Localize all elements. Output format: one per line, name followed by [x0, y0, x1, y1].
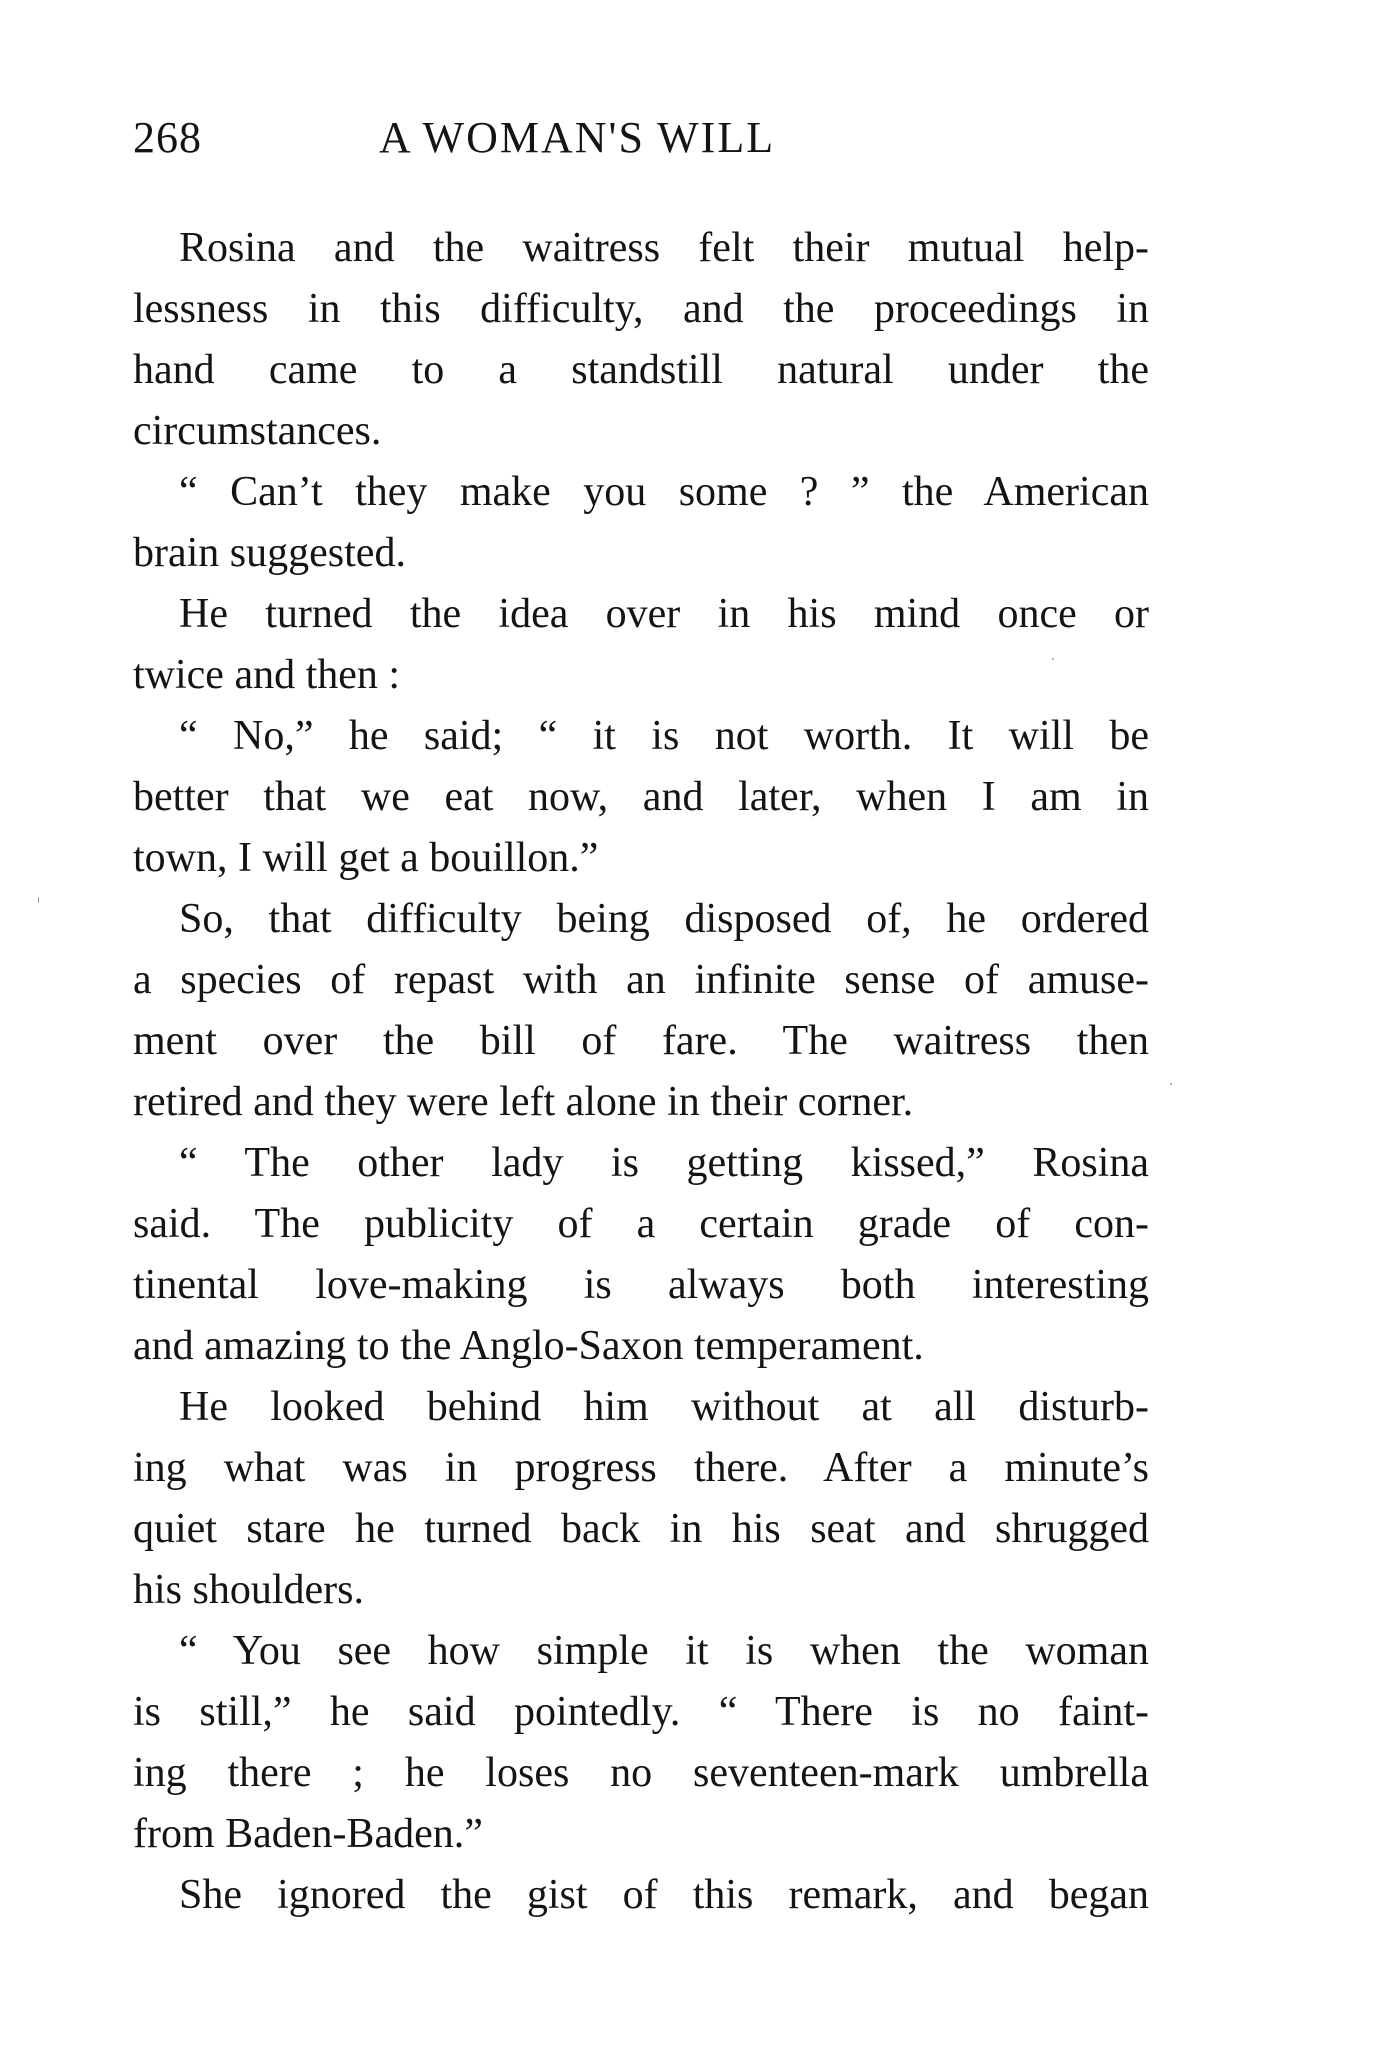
text-line: and amazing to the Anglo-Saxon temperament. [133, 1323, 924, 1369]
text-line: his shoulders. [133, 1567, 364, 1613]
text-line: He looked behind him without at all disturb- [179, 1384, 1149, 1430]
text-line: Rosina and the waitress felt their mutual help- [179, 225, 1149, 271]
text-line: is still,” he said pointedly. “ There is no faint- [133, 1689, 1149, 1735]
text-line: He turned the idea over in his mind once or [179, 591, 1149, 637]
text-line: ing what was in progress there. After a minute’s [133, 1445, 1149, 1491]
paper-speck [1052, 658, 1054, 660]
text-line: “ You see how simple it is when the woman [179, 1628, 1149, 1674]
text-line: said. The publicity of a certain grade of con- [133, 1201, 1149, 1247]
paper-speck [1170, 1083, 1172, 1085]
text-line: retired and they were left alone in their corner. [133, 1079, 914, 1125]
text-line: ing there ; he loses no seventeen-mark umbrella [133, 1750, 1149, 1796]
text-line: “ No,” he said; “ it is not worth. It will be [179, 713, 1149, 759]
text-line: quiet stare he turned back in his seat and shrugged [133, 1506, 1149, 1552]
text-line: town, I will get a bouillon.” [133, 835, 599, 881]
text-line: So, that difficulty being disposed of, he ordered [179, 896, 1149, 942]
page-header [133, 112, 1143, 172]
text-line: “ Can’t they make you some ? ” the American [179, 469, 1149, 515]
text-line: hand came to a standstill natural under the [133, 347, 1149, 393]
page-number: 268 [133, 113, 202, 162]
text-line: She ignored the gist of this remark, and began [179, 1872, 1149, 1918]
text-line: a species of repast with an infinite sense of amuse- [133, 957, 1149, 1003]
running-title: A WOMAN'S WILL [379, 113, 776, 162]
paper-speck [38, 897, 39, 903]
text-line: circumstances. [133, 408, 382, 454]
text-line: lessness in this difficulty, and the proceedings in [133, 286, 1149, 332]
text-line: ment over the bill of fare. The waitress then [133, 1018, 1149, 1064]
text-line: better that we eat now, and later, when I am in [133, 774, 1149, 820]
text-line: from Baden-Baden.” [133, 1811, 483, 1857]
text-line: tinental love-making is always both interesting [133, 1262, 1149, 1308]
text-line: twice and then : [133, 652, 401, 698]
text-line: “ The other lady is getting kissed,” Rosina [179, 1140, 1149, 1186]
body-text [133, 218, 1149, 1926]
text-line: brain suggested. [133, 530, 406, 576]
